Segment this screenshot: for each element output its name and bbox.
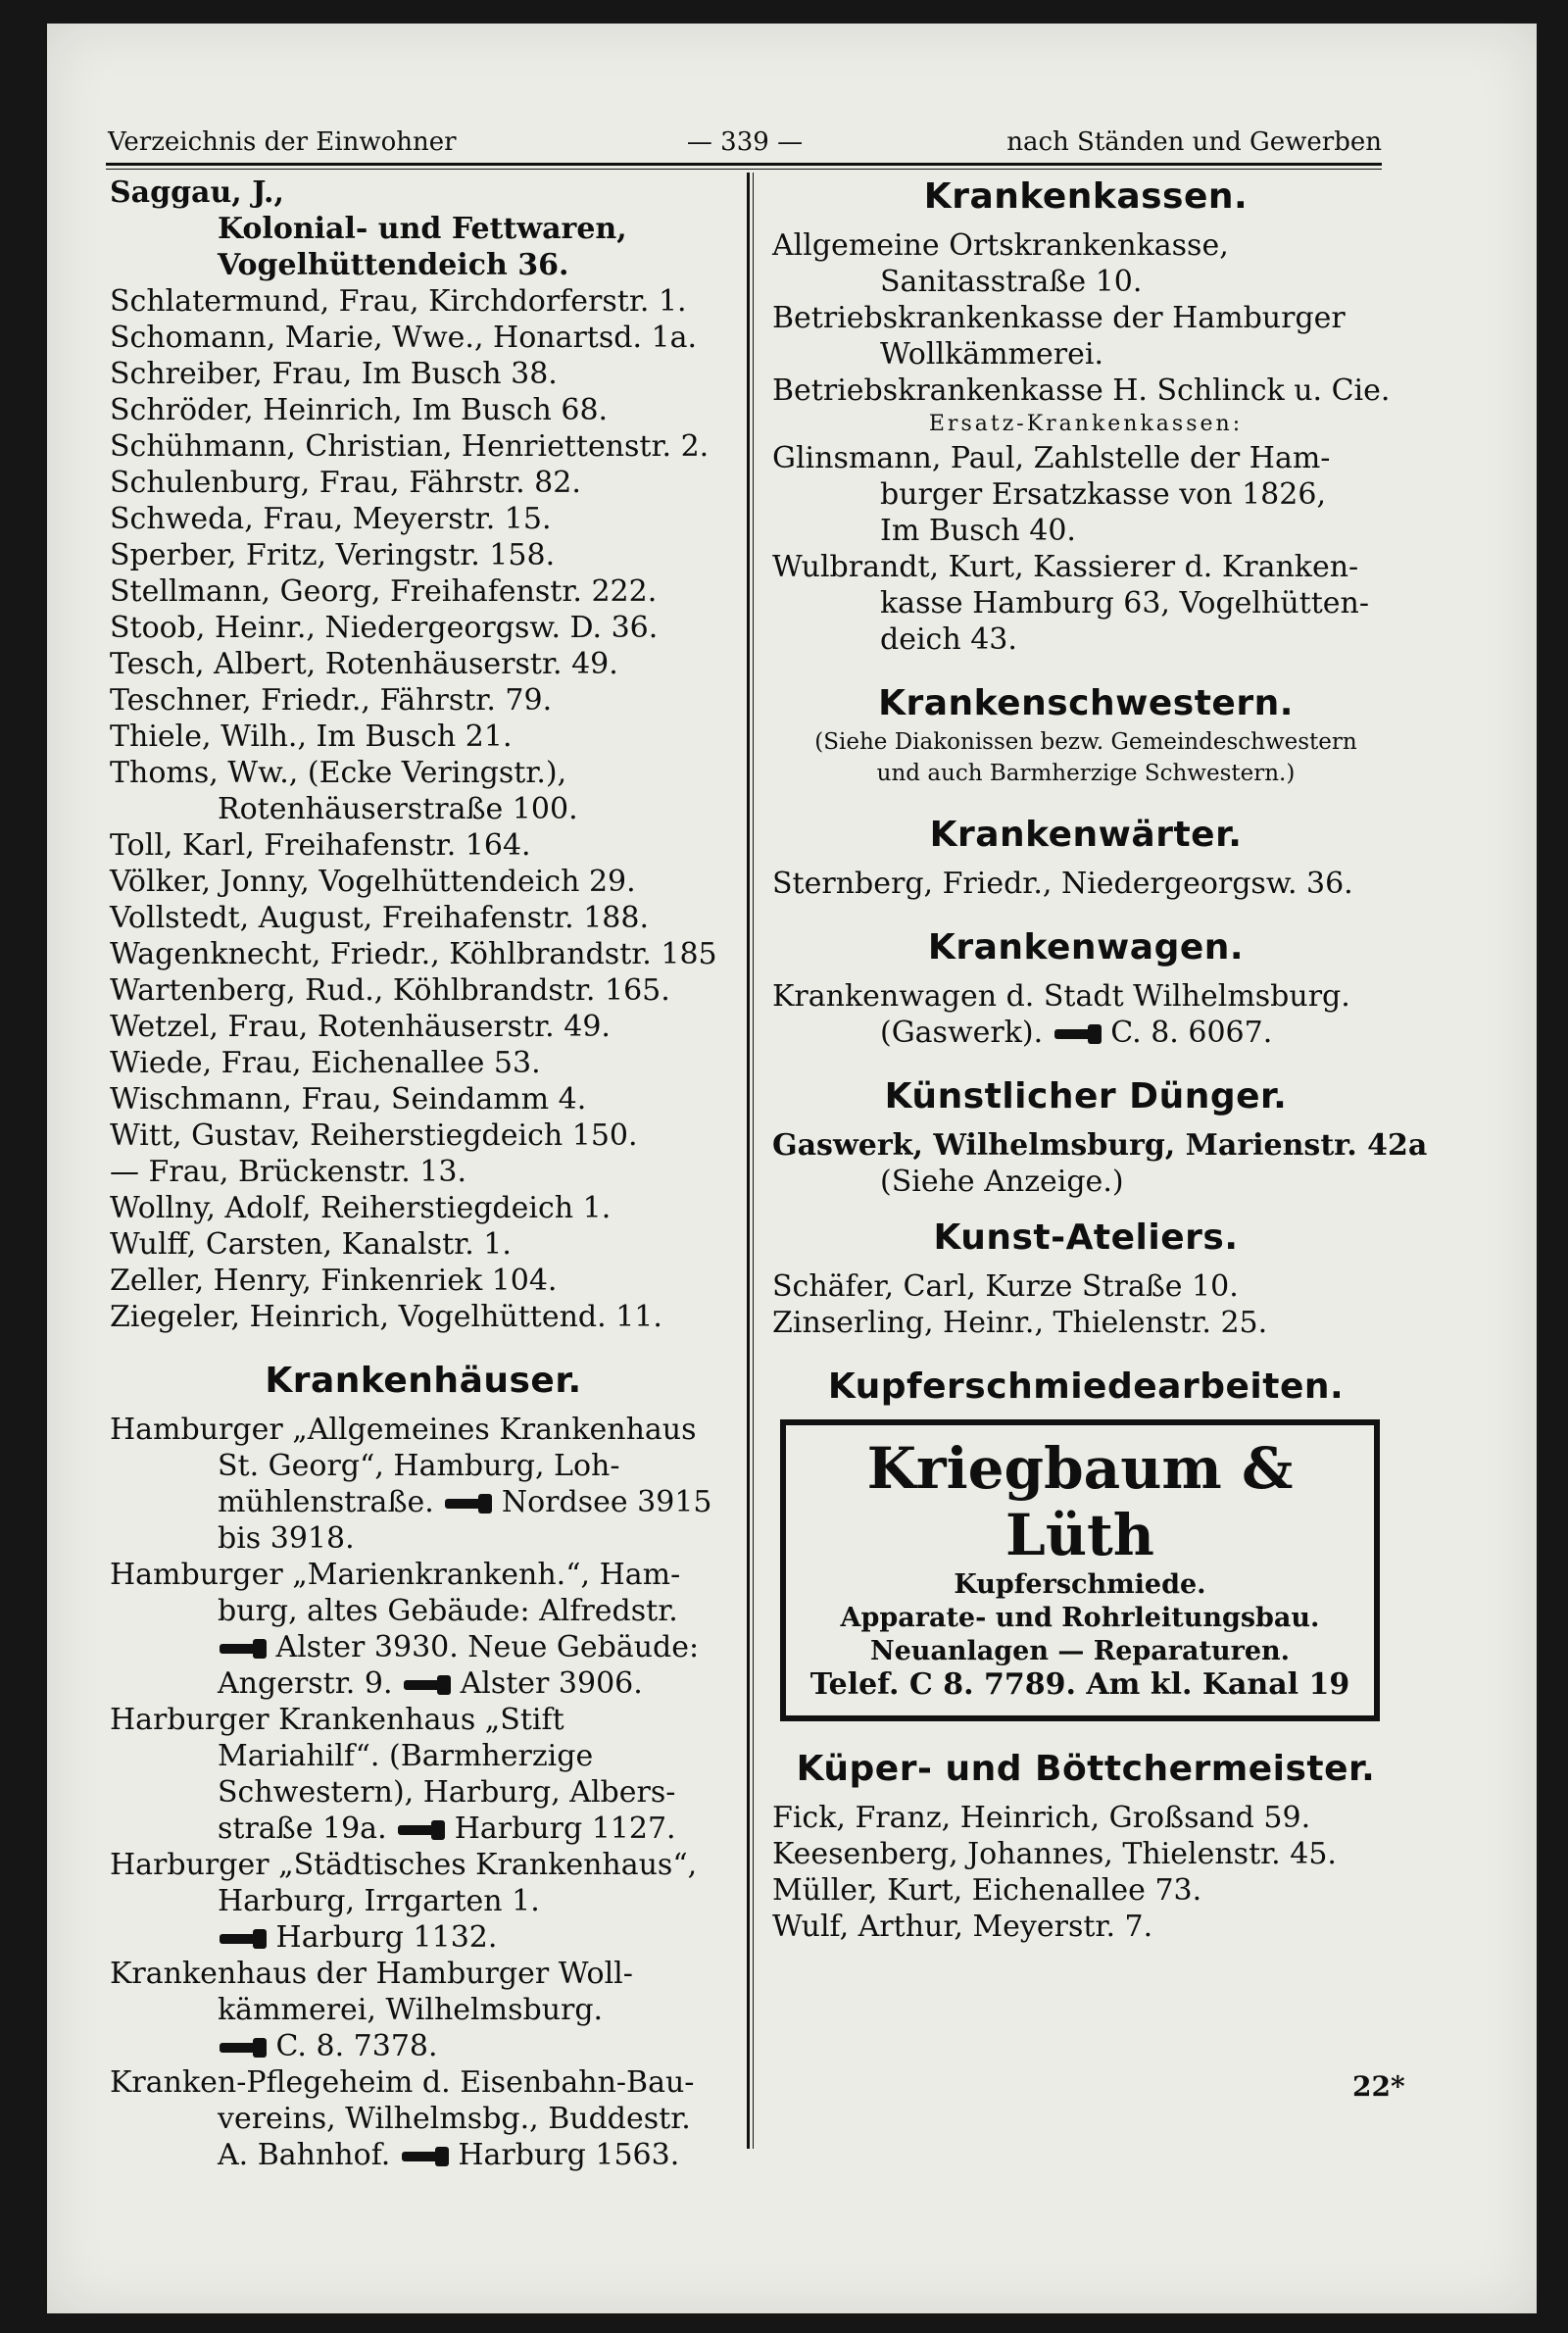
list-item: Hamburger „Allgemeines Krankenhaus [110, 1413, 697, 1447]
note: und auch Barmherzige Schwestern.) [876, 761, 1296, 786]
list-item: Schomann, Marie, Wwe., Honartsd. 1a. [110, 321, 698, 355]
list-item-text: straße 19a. [218, 1812, 387, 1846]
list-item: Schreiber, Frau, Im Busch 38. [110, 357, 558, 391]
list-item: Völker, Jonny, Vogelhüttendeich 29. [110, 865, 636, 899]
intro-line: Kolonial- und Fettwaren, [218, 212, 627, 246]
list-item: — Frau, Brückenstr. 13. [110, 1155, 467, 1189]
list-item: Fick, Franz, Heinrich, Großsand 59. [772, 1801, 1311, 1835]
header-rule-thick [106, 163, 1382, 166]
list-item-continuation: Mariahilf“. (Barmherzige [218, 1739, 594, 1773]
list-item: Ziegeler, Heinrich, Vogelhüttend. 11. [110, 1300, 662, 1334]
list-item-continuation: St. Georg“, Hamburg, Loh- [218, 1449, 620, 1483]
section-title-kunst-ateliers: Kunst-Ateliers. [933, 1217, 1239, 1258]
subheading-ersatz: Ersatz-Krankenkassen: [928, 412, 1244, 436]
telephone-icon [402, 2152, 441, 2161]
ad-line: Neuanlagen — Reparaturen. [869, 1636, 1291, 1666]
list-item: Hamburger „Marienkrankenh.“, Ham- [110, 1558, 681, 1592]
list-item: Schlatermund, Frau, Kirchdorferstr. 1. [110, 284, 687, 319]
list-item: Schweda, Frau, Meyerstr. 15. [110, 502, 552, 536]
list-item: Sternberg, Friedr., Niedergeorgsw. 36. [772, 867, 1353, 901]
list-item-continuation: (Siehe Anzeige.) [880, 1165, 1124, 1199]
phone-number: C. 8. 6067. [1110, 1016, 1273, 1050]
list-item: Wagenknecht, Friedr., Köhlbrandstr. 185 [110, 937, 717, 971]
telephone-icon [220, 1644, 259, 1654]
list-item: Wetzel, Frau, Rotenhäuserstr. 49. [110, 1010, 611, 1044]
list-item-continuation: burg, altes Gebäude: Alfredstr. [218, 1594, 678, 1628]
list-item-continuation [110, 1629, 737, 1665]
list-item-continuation: kämmerei, Wilhelmsburg. [218, 1993, 604, 2027]
list-item: Toll, Karl, Freihafenstr. 164. [110, 828, 531, 863]
list-item: Schühmann, Christian, Henriettenstr. 2. [110, 429, 710, 464]
list-item: Thoms, Ww., (Ecke Veringstr.), [110, 756, 567, 790]
list-item-continuation [110, 1665, 737, 1702]
list-item-continuation [110, 1811, 737, 1847]
phone-number: Harburg 1132. [275, 1920, 498, 1955]
list-item: Thiele, Wilh., Im Busch 21. [110, 720, 513, 754]
list-item-continuation [110, 2137, 737, 2173]
list-item-continuation: Rotenhäuserstraße 100. [218, 792, 578, 826]
section-title-kueper: Küper- und Böttchermeister. [796, 1749, 1376, 1789]
list-item-continuation: Wollkämmerei. [880, 337, 1103, 372]
list-item: Müller, Kurt, Eichenallee 73. [772, 1873, 1202, 1908]
list-item: Schulenburg, Frau, Fährstr. 82. [110, 466, 581, 500]
phone-number: C. 8. 7378. [275, 2029, 438, 2063]
section-title-kupferschmiede: Kupferschmiedearbeiten. [827, 1366, 1345, 1407]
intro-line: Vogelhüttendeich 36. [218, 248, 569, 282]
list-item-text: mühlenstraße. [218, 1485, 434, 1519]
list-item: Zinserling, Heinr., Thielenstr. 25. [772, 1306, 1268, 1340]
list-item: Allgemeine Ortskrankenkasse, [772, 228, 1229, 263]
ad-company-name: Kriegbaum & Lüth [866, 1435, 1294, 1568]
list-item: Krankenhaus der Hamburger Woll- [110, 1957, 633, 1991]
list-item-text: (Gaswerk). [880, 1016, 1044, 1050]
list-item: Wulff, Carsten, Kanalstr. 1. [110, 1227, 512, 1262]
list-item: Witt, Gustav, Reiherstiegdeich 150. [110, 1118, 638, 1153]
section-title-krankenschwestern: Krankenschwestern. [878, 683, 1294, 723]
list-item-continuation: kasse Hamburg 63, Vogelhütten- [880, 586, 1369, 620]
phone-number: Alster 3906. [460, 1666, 643, 1701]
column-divider [747, 173, 750, 2149]
phone-number: Harburg 1127. [454, 1812, 676, 1846]
list-item-continuation: vereins, Wilhelmsbg., Buddestr. [218, 2102, 691, 2136]
column-divider-thin [753, 173, 754, 2149]
list-item: Wulbrandt, Kurt, Kassierer d. Kranken- [772, 550, 1359, 584]
ad-contact-line: Telef. C 8. 7789. Am kl. Kanal 19 [809, 1667, 1350, 1702]
list-item-continuation: burger Ersatzkasse von 1826, [880, 477, 1326, 512]
list-item: Krankenwagen d. Stadt Wilhelmsburg. [772, 979, 1350, 1014]
list-item-continuation: Schwestern), Harburg, Albers- [218, 1775, 676, 1810]
list-item: Harburger Krankenhaus „Stift [110, 1703, 564, 1737]
list-item: Wischmann, Frau, Seindamm 4. [110, 1082, 587, 1117]
list-item: Wiede, Frau, Eichenallee 53. [110, 1046, 541, 1080]
list-item: Glinsmann, Paul, Zahlstelle der Ham- [772, 441, 1331, 475]
list-item: Stellmann, Georg, Freihafenstr. 222. [110, 574, 658, 609]
telephone-icon [404, 1680, 443, 1690]
list-item: Stoob, Heinr., Niedergeorgsw. D. 36. [110, 611, 659, 645]
list-item: Schäfer, Carl, Kurze Straße 10. [772, 1269, 1239, 1304]
section-title-krankenhaeuser: Krankenhäuser. [265, 1361, 582, 1401]
list-item-text: A. Bahnhof. [218, 2138, 391, 2172]
header-page-number: — 339 — [686, 127, 804, 157]
section-title-krankenkassen: Krankenkassen. [923, 176, 1249, 217]
list-item: Wulf, Arthur, Meyerstr. 7. [772, 1910, 1153, 1944]
list-item-continuation [110, 1484, 737, 1520]
list-item: Teschner, Friedr., Fährstr. 79. [110, 683, 553, 718]
list-item: Keesenberg, Johannes, Thielenstr. 45. [772, 1837, 1337, 1871]
running-header [108, 125, 1382, 159]
note: (Siehe Diakonissen bezw. Gemeindeschwestern [814, 729, 1357, 755]
list-item: Harburger „Städtisches Krankenhaus“, [110, 1848, 698, 1882]
list-item: Schröder, Heinrich, Im Busch 68. [110, 393, 609, 427]
list-item: Vollstedt, August, Freihafenstr. 188. [110, 901, 649, 935]
list-item: Wartenberg, Rud., Köhlbrandstr. 165. [110, 973, 670, 1008]
telephone-icon [398, 1825, 437, 1835]
section-title-krankenwagen: Krankenwagen. [927, 927, 1245, 968]
list-item: Betriebskrankenkasse H. Schlinck u. Cie. [772, 373, 1391, 408]
telephone-icon [1054, 1029, 1094, 1039]
list-item: Kranken-Pflegeheim d. Eisenbahn-Bau- [110, 2065, 695, 2100]
list-item-continuation: Harburg, Irrgarten 1. [218, 1884, 540, 1918]
list-item-continuation [110, 1919, 737, 1956]
list-item-continuation: bis 3918. [218, 1521, 355, 1556]
list-item: Zeller, Henry, Finkenriek 104. [110, 1264, 558, 1298]
list-item-continuation: Im Busch 40. [880, 514, 1076, 548]
ad-line: Kupferschmiede. [954, 1569, 1206, 1600]
phone-number: Alster 3930. Neue Gebäude: [275, 1630, 700, 1664]
section-title-duenger: Künstlicher Dünger. [884, 1076, 1288, 1117]
header-right: nach Ständen und Gewerben [1006, 127, 1382, 157]
telephone-icon [220, 1934, 259, 1944]
list-item-continuation [110, 2028, 737, 2064]
advertisement-box [780, 1419, 1380, 1721]
list-item: Gaswerk, Wilhelmsburg, Marienstr. 42a [772, 1128, 1428, 1163]
phone-number: Nordsee 3915 [501, 1485, 712, 1519]
header-rule-thin [106, 169, 1382, 170]
right-column [772, 174, 1428, 1945]
intro-line: Saggau, J., [110, 175, 284, 210]
header-left: Verzeichnis der Einwohner [108, 127, 457, 157]
list-item-text: Angerstr. 9. [218, 1666, 393, 1701]
section-title-krankenwaerter: Krankenwärter. [929, 815, 1243, 855]
page-signature: 22* [1352, 2070, 1405, 2103]
phone-number: Harburg 1563. [458, 2138, 680, 2172]
left-column [110, 174, 737, 2173]
list-item-continuation [772, 1015, 1399, 1051]
telephone-icon [445, 1499, 484, 1509]
list-item: Wollny, Adolf, Reiherstiegdeich 1. [110, 1191, 612, 1225]
telephone-icon [220, 2043, 259, 2053]
list-item: Tesch, Albert, Rotenhäuserstr. 49. [110, 647, 618, 681]
ad-line: Apparate- und Rohrleitungsbau. [840, 1603, 1320, 1633]
list-item: Sperber, Fritz, Veringstr. 158. [110, 538, 556, 572]
list-item: Betriebskrankenkasse der Hamburger [772, 301, 1346, 335]
list-item-continuation: Sanitasstraße 10. [880, 265, 1143, 299]
list-item-continuation: deich 43. [880, 622, 1017, 657]
